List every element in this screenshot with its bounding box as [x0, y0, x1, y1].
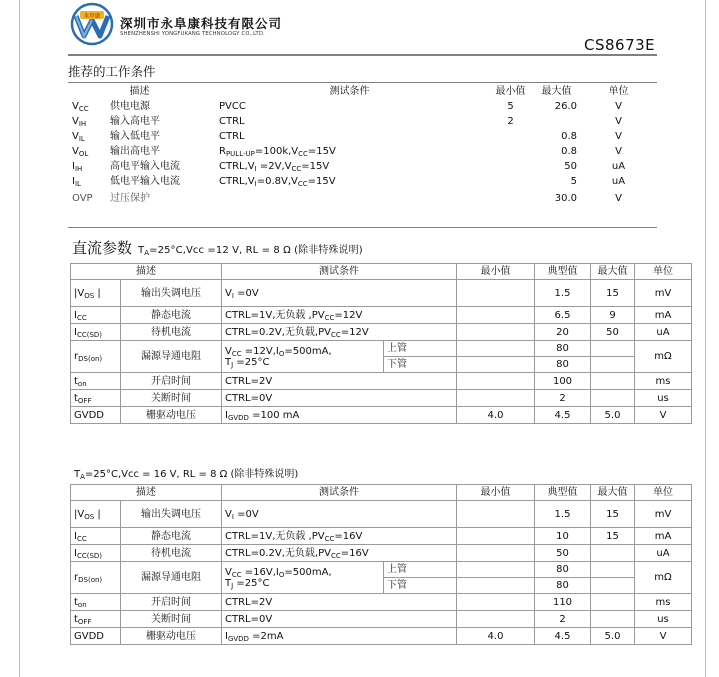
dc-title-text: 直流参数	[72, 239, 133, 257]
cond-cell: $I_{GVDD} =100$ mA	[222, 407, 457, 424]
symbol: $V_{CC}$	[72, 101, 89, 113]
table-row	[71, 307, 692, 324]
unit-cell: uA	[635, 545, 692, 562]
rds-cond-line2: $T_J =25^\circ C$	[225, 577, 270, 590]
page-border-right	[705, 0, 706, 677]
recommended-bottom-rule	[68, 227, 657, 228]
typ-cell: 80	[535, 357, 591, 373]
symbol: r	[74, 572, 79, 583]
min-cell	[457, 307, 535, 324]
symbol-subscript: CC	[76, 313, 87, 322]
max-cell: 26.0	[554, 101, 577, 112]
unit-cell: uA	[611, 176, 626, 187]
cond-cell: CTRL	[219, 116, 245, 127]
header-cond: 测试条件	[222, 264, 457, 280]
table-row	[71, 280, 692, 307]
unit-cell: mA	[635, 307, 692, 324]
min-cell	[488, 129, 533, 144]
typ-cell: 50	[535, 545, 591, 562]
cond-cell: $CTRL,V_I=0.8V,V_{CC}=15V$	[219, 176, 336, 188]
symbol: $V_{IL}$	[72, 131, 85, 143]
cond-cell: CTRL=0V	[222, 390, 457, 407]
min-cell	[457, 578, 535, 594]
max-cell: 15	[591, 280, 635, 307]
rds-cond-line1: $V_{CC} =16V,I_O=500mA$,	[225, 566, 332, 579]
table-row	[71, 628, 692, 645]
max-cell	[591, 578, 635, 594]
symbol-cell	[71, 611, 121, 628]
header-rule	[68, 54, 657, 56]
desc-cell	[68, 114, 211, 129]
param-name: 栅驱动电压	[121, 628, 222, 645]
unit-cell: us	[635, 611, 692, 628]
company-name: 深圳市永阜康科技有限公司	[120, 16, 283, 31]
header-typ: 典型值	[535, 264, 591, 280]
desc-cell	[68, 174, 211, 189]
high-side-label: 上管	[384, 341, 457, 357]
unit-cell: V	[615, 146, 622, 157]
param-name: 低电平输入电流	[110, 176, 180, 187]
max-cell	[591, 611, 635, 628]
symbol: I	[74, 326, 77, 338]
unit-cell: V	[615, 101, 622, 112]
symbol-cell	[71, 307, 121, 324]
min-cell	[457, 341, 535, 357]
unit-cell: V	[615, 116, 622, 127]
param-name: 静态电流	[121, 307, 222, 324]
dc-title	[72, 237, 363, 258]
dc-conditions-12v: $T_A=25^\circ C,Vcc =12$ V, RL = 8 Ω (除非特殊说明)	[138, 245, 363, 257]
cond-cell: CTRL=0.2V,无负载$,PV_{CC}=16V$	[222, 545, 457, 562]
symbol: I	[74, 547, 77, 559]
desc-cell	[68, 159, 211, 174]
svg-text:永阜康: 永阜康	[83, 13, 101, 20]
symbol-subscript: on	[77, 600, 87, 609]
symbol-subscript: CC	[76, 534, 87, 543]
page-border-left	[19, 0, 20, 677]
typ-cell: 80	[535, 341, 591, 357]
min-cell	[457, 324, 535, 341]
max-cell	[591, 390, 635, 407]
max-cell: 50	[591, 324, 635, 341]
unit-cell: mV	[635, 501, 692, 528]
min-cell	[457, 390, 535, 407]
table-row	[68, 99, 657, 114]
param-name: 待机电流	[121, 324, 222, 341]
header-unit: 单位	[635, 264, 692, 280]
min-cell	[457, 562, 535, 578]
symbol-subscript: DS(on)	[78, 576, 103, 584]
table-row	[71, 528, 692, 545]
min-cell	[488, 189, 533, 208]
recommended-top-rule	[68, 82, 657, 83]
unit-cell: mΩ	[635, 341, 692, 373]
desc-cell	[68, 99, 211, 114]
symbol: t	[74, 596, 78, 608]
max-cell: 15	[591, 528, 635, 545]
table-row	[68, 114, 657, 129]
company-logo	[70, 2, 114, 46]
min-cell	[457, 501, 535, 528]
unit-cell: ms	[635, 594, 692, 611]
symbol: t	[74, 613, 78, 625]
symbol: I	[74, 530, 77, 542]
low-side-label: 下管	[384, 357, 457, 373]
max-cell: 5.0	[591, 407, 635, 424]
cond-cell: CTRL=1V,无负载 $,PV_{CC}=16V$	[222, 528, 457, 545]
cond-cell: CTRL=0.2V,无负载$,PV_{CC}=12V$	[222, 324, 457, 341]
unit-cell: us	[635, 390, 692, 407]
param-name: 漏源导通电阻	[121, 341, 222, 373]
max-cell	[591, 373, 635, 390]
cond-cell: CTRL=0V	[222, 611, 457, 628]
cond-cell	[222, 341, 384, 373]
symbol: r	[74, 351, 79, 362]
typ-cell: 20	[535, 324, 591, 341]
symbol-subscript: OFF	[77, 396, 92, 405]
desc-cell	[68, 144, 211, 159]
rds-cond-line1: $V_{CC} =12V,I_O=500mA$,	[225, 345, 332, 358]
max-cell	[591, 341, 635, 357]
unit-cell: V	[615, 131, 622, 142]
min-cell	[457, 357, 535, 373]
symbol-cell	[71, 324, 121, 341]
header-unit: 单位	[608, 86, 629, 97]
symbol-subscript: on	[77, 379, 87, 388]
typ-cell: 1.5	[535, 280, 591, 307]
table-row	[68, 159, 657, 174]
header-min: 最小值	[457, 264, 535, 280]
param-name: 输入高电平	[110, 116, 160, 127]
min-cell: 4.0	[457, 407, 535, 424]
part-number: CS8673E	[584, 36, 656, 54]
rds-row-hs	[71, 562, 692, 578]
desc-cell	[68, 189, 211, 208]
header-unit: 单位	[635, 485, 692, 501]
symbol-cell	[71, 341, 121, 373]
symbol-subscript: OS	[84, 291, 95, 300]
param-name: 输出失调电压	[121, 280, 222, 307]
symbol-subscript: CC(SD)	[76, 551, 103, 560]
max-cell: 50	[564, 161, 577, 172]
min-cell	[457, 280, 535, 307]
symbol: t	[74, 392, 78, 404]
max-cell: 0.8	[561, 146, 577, 157]
max-cell: 9	[591, 307, 635, 324]
table-row	[68, 144, 657, 159]
cond-cell: PVCC	[219, 101, 246, 112]
header-min: 最小值	[457, 485, 535, 501]
symbol-cell	[71, 528, 121, 545]
param-name: 高电平输入电流	[110, 161, 180, 172]
table-row	[71, 594, 692, 611]
table-row	[71, 407, 692, 424]
symbol-subscript: OFF	[77, 617, 92, 626]
max-cell	[591, 545, 635, 562]
min-cell	[488, 144, 533, 159]
param-name: 开启时间	[121, 373, 222, 390]
max-cell	[533, 114, 580, 129]
symbol-cell	[71, 407, 121, 424]
cond-cell: CTRL	[219, 131, 245, 142]
max-cell: 15	[591, 501, 635, 528]
header-max: 最大值	[591, 485, 635, 501]
symbol-cell	[71, 390, 121, 407]
typ-cell: 100	[535, 373, 591, 390]
unit-cell: mV	[635, 280, 692, 307]
typ-cell: 110	[535, 594, 591, 611]
symbol: GVDD	[74, 630, 104, 642]
typ-cell: 2	[535, 611, 591, 628]
dc-conditions-16v: $T_A=25^\circ C,Vcc = 16$ V, RL = 8 Ω (除非特殊说明)	[74, 469, 299, 481]
low-side-label: 下管	[384, 578, 457, 594]
typ-cell: 1.5	[535, 501, 591, 528]
min-cell	[488, 174, 533, 189]
max-cell: 5	[570, 176, 577, 187]
param-name: 输出失调电压	[121, 501, 222, 528]
min-cell	[457, 545, 535, 562]
header-desc: 描述	[71, 485, 222, 501]
typ-cell: 6.5	[535, 307, 591, 324]
unit-cell: ms	[635, 373, 692, 390]
symbol: t	[74, 375, 78, 387]
param-name: 漏源导通电阻	[121, 562, 222, 594]
table-row	[71, 324, 692, 341]
symbol-cell	[71, 545, 121, 562]
header-cond: 测试条件	[329, 86, 370, 97]
typ-cell: 4.5	[535, 628, 591, 645]
symbol: OVP	[72, 193, 93, 204]
symbol-cell	[71, 594, 121, 611]
max-cell: 30.0	[554, 193, 577, 204]
param-name: 关断时间	[121, 390, 222, 407]
param-name: 开启时间	[121, 594, 222, 611]
unit-cell: V	[635, 407, 692, 424]
min-cell: 2	[507, 116, 514, 127]
symbol: $V_{OL}$	[72, 146, 89, 158]
recommended-header-row	[68, 84, 657, 99]
unit-cell: V	[615, 193, 622, 204]
header-typ: 典型值	[535, 485, 591, 501]
cond-cell: CTRL=2V	[222, 373, 457, 390]
header-cond: 测试条件	[222, 485, 457, 501]
param-name: 关断时间	[121, 611, 222, 628]
param-name: 供电电源	[110, 101, 150, 112]
symbol: $V_{IH}$	[72, 116, 87, 128]
dc-table-16v	[70, 484, 692, 645]
symbol-cell	[71, 628, 121, 645]
recommended-table	[68, 84, 657, 208]
typ-cell: 2	[535, 390, 591, 407]
param-name: 静态电流	[121, 528, 222, 545]
unit-cell: uA	[635, 324, 692, 341]
max-cell	[591, 562, 635, 578]
symbol-cell: $|V_{OS}$ |	[71, 501, 121, 528]
cond-cell: CTRL=1V,无负载 $,PV_{CC}=12V$	[222, 307, 457, 324]
symbol-cell	[71, 562, 121, 594]
symbol-cell	[71, 373, 121, 390]
param-name: 输出高电平	[110, 146, 160, 157]
symbol: $I_{IH}$	[72, 161, 83, 173]
header-desc: 描述	[129, 86, 150, 97]
table-row	[71, 611, 692, 628]
symbol-subscript: CC(SD)	[76, 330, 103, 339]
symbol: |V	[74, 287, 85, 299]
max-cell: 5.0	[591, 628, 635, 645]
symbol-subscript: DS(on)	[78, 355, 103, 363]
typ-cell: 10	[535, 528, 591, 545]
rds-row-hs	[71, 341, 692, 357]
min-cell: 5	[507, 101, 514, 112]
unit-cell: uA	[611, 161, 626, 172]
unit-cell: V	[635, 628, 692, 645]
cond-cell	[222, 562, 384, 594]
table-row	[68, 174, 657, 189]
symbol: I	[74, 309, 77, 321]
header-max: 最大值	[591, 264, 635, 280]
min-cell	[457, 611, 535, 628]
param-name: 输入低电平	[110, 131, 160, 142]
min-cell	[488, 159, 533, 174]
min-cell	[457, 373, 535, 390]
table-row	[71, 545, 692, 562]
header-desc: 描述	[71, 264, 222, 280]
param-name: 待机电流	[121, 545, 222, 562]
max-cell	[591, 357, 635, 373]
section-title-recommended: 推荐的工作条件	[68, 64, 156, 79]
cond-cell: $I_{GVDD} =2mA$	[222, 628, 457, 645]
min-cell	[457, 528, 535, 545]
unit-cell: mA	[635, 528, 692, 545]
min-cell	[457, 594, 535, 611]
min-cell: 4.0	[457, 628, 535, 645]
table-row	[71, 390, 692, 407]
dc-header-row	[71, 485, 692, 501]
cond-cell: $R_{PULL-UP}=100k,V_{CC}=15V$	[219, 146, 336, 158]
symbol: GVDD	[74, 409, 104, 421]
high-side-label: 上管	[384, 562, 457, 578]
symbol-subscript: OS	[84, 512, 95, 521]
unit-cell: mΩ	[635, 562, 692, 594]
symbol: |V	[74, 508, 85, 520]
cond-cell: $V_I =0V$	[222, 280, 457, 307]
typ-cell: 80	[535, 578, 591, 594]
header-min: 最小值	[495, 86, 526, 97]
cond-cell: CTRL=2V	[222, 594, 457, 611]
rds-cond-line2: $T_J =25^\circ C$	[225, 356, 270, 369]
header-max: 最大值	[541, 86, 572, 97]
typ-cell: 4.5	[535, 407, 591, 424]
param-name: 栅驱动电压	[121, 407, 222, 424]
table-row	[68, 189, 657, 208]
typ-cell: 80	[535, 562, 591, 578]
max-cell	[591, 594, 635, 611]
dc-table-12v	[70, 263, 692, 424]
cond-cell: $CTRL,V_I =2V,V_{CC}=15V$	[219, 161, 330, 173]
max-cell: 0.8	[561, 131, 577, 142]
table-row	[71, 501, 692, 528]
cond-cell	[211, 189, 488, 208]
company-name-en: SHENZHENSHI YONGFUKANG TECHNOLOGY CO.,LTD.	[120, 31, 265, 37]
table-row	[68, 129, 657, 144]
param-name: 过压保护	[110, 193, 150, 204]
dc-header-row	[71, 264, 692, 280]
cond-cell: $V_I =0V$	[222, 501, 457, 528]
symbol: $I_{IL}$	[72, 176, 81, 188]
table-row	[71, 373, 692, 390]
symbol-cell: $|V_{OS}$ |	[71, 280, 121, 307]
desc-cell	[68, 129, 211, 144]
